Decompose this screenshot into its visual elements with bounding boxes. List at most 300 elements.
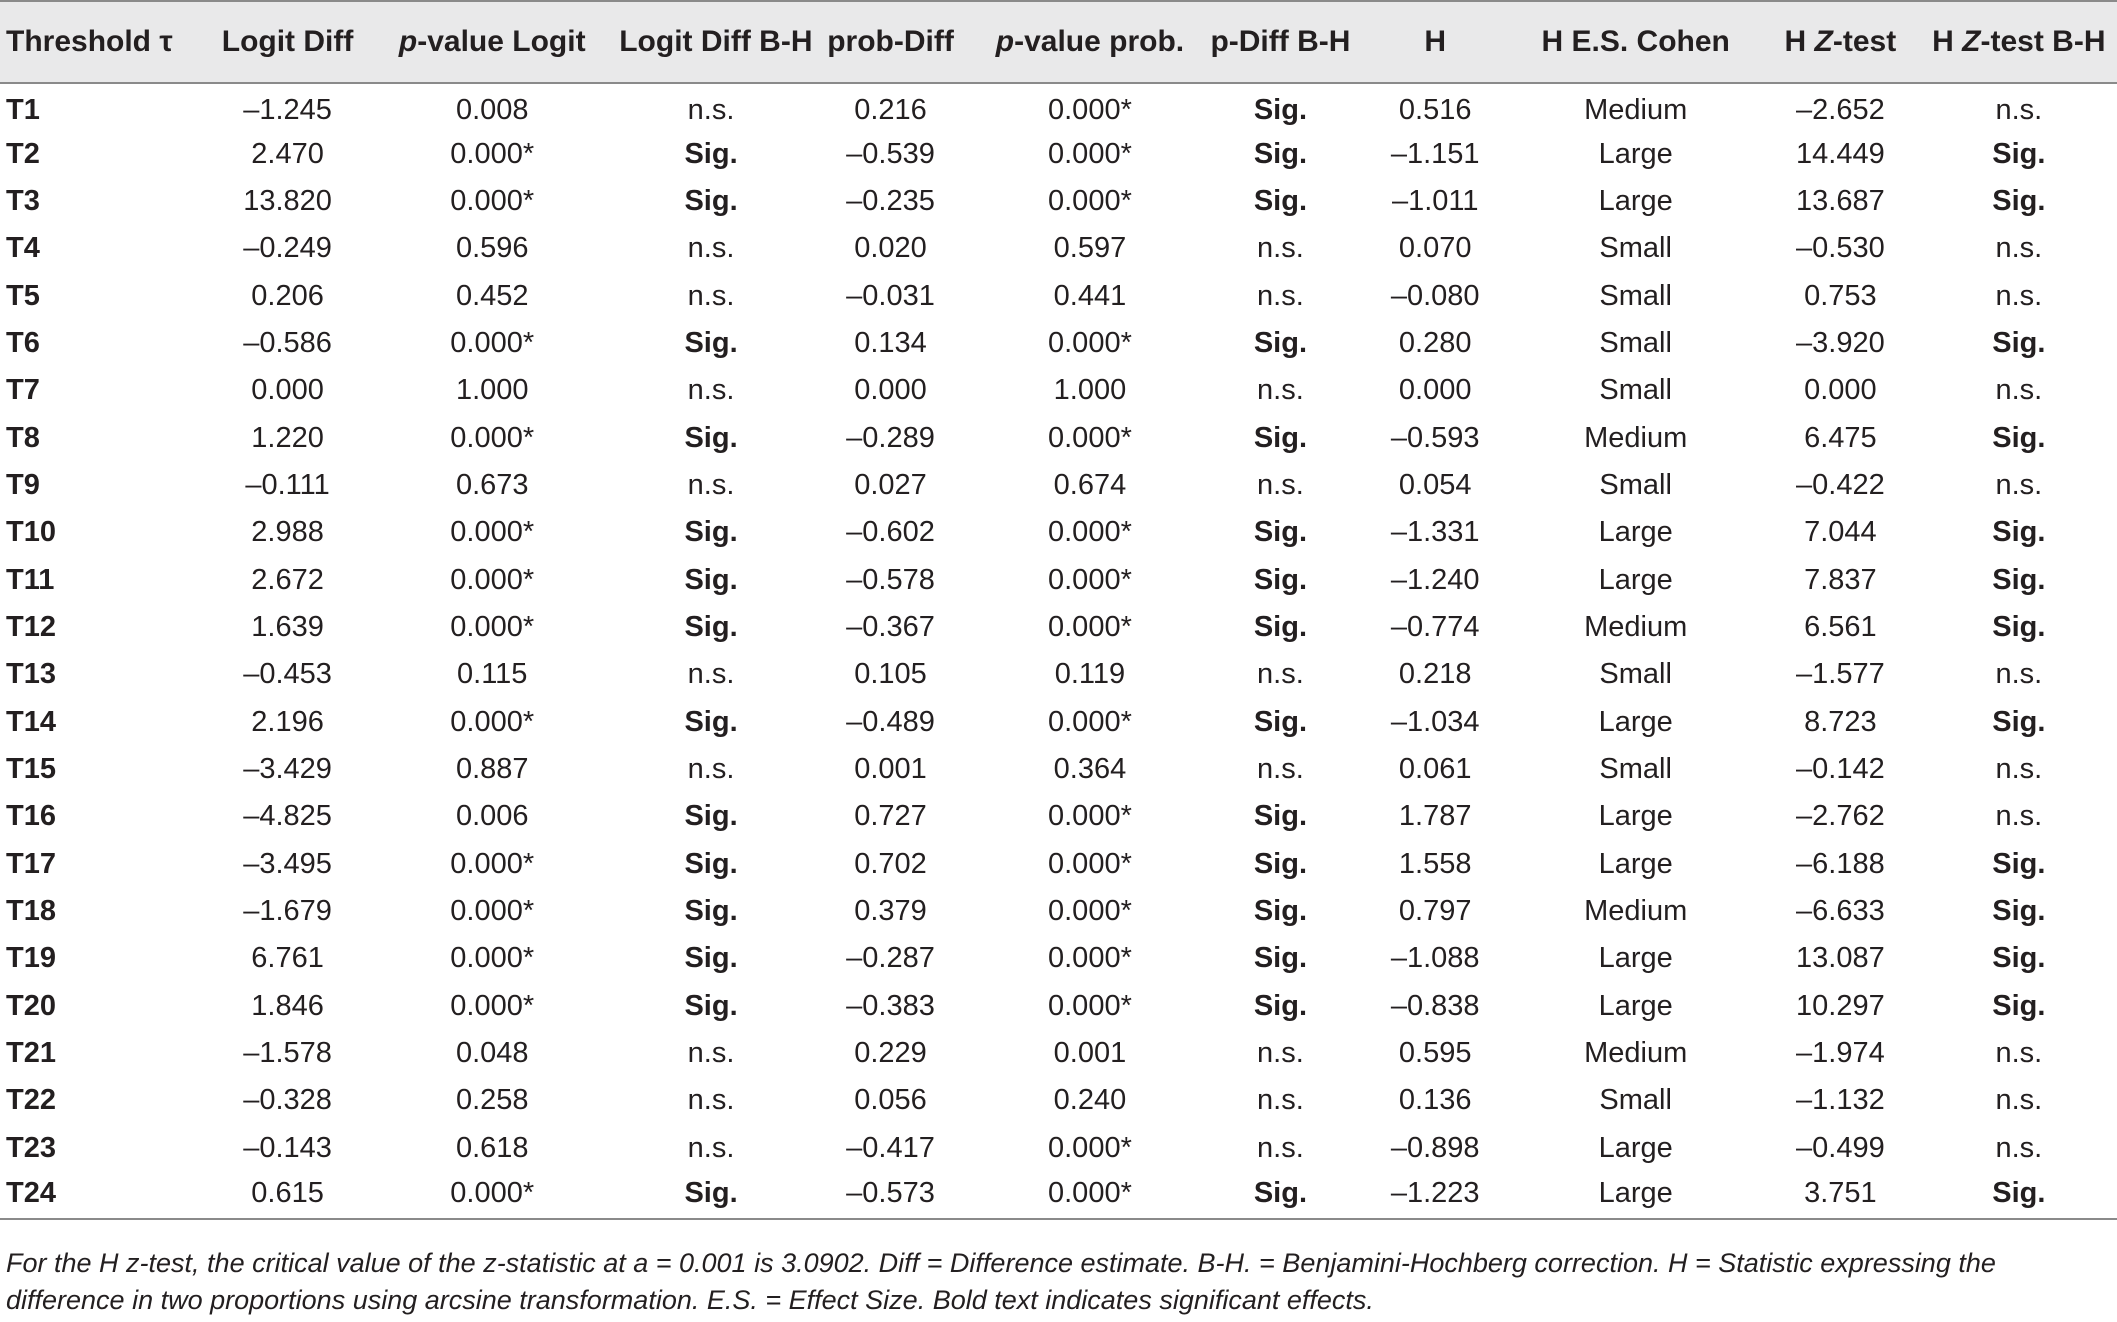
table-cell: n.s. <box>687 1131 735 1164</box>
row-label: T8 <box>6 421 40 454</box>
table-cell: n.s. <box>1995 752 2043 785</box>
header-text-part: p <box>398 25 418 58</box>
table-cell: Medium <box>1584 895 1688 928</box>
table-cell: –0.499 <box>1796 1131 1885 1164</box>
table-cell: Large <box>1598 184 1673 217</box>
table-cell: 0.206 <box>251 279 324 312</box>
table-cell: Sig. <box>684 137 738 170</box>
table-cell: n.s. <box>687 752 735 785</box>
table-cell: n.s. <box>687 279 735 312</box>
table-cell: 13.687 <box>1796 184 1885 217</box>
table-cell: 3.751 <box>1760 1172 1921 1219</box>
table-cell: 0.000* <box>1048 184 1132 217</box>
table-cell: 10.297 <box>1796 989 1885 1022</box>
table-cell: Sig. <box>1992 942 2046 975</box>
table-cell: –2.652 <box>1796 93 1885 126</box>
table-cell: Sig. <box>684 184 738 217</box>
table-cell: –1.974 <box>1796 1037 1885 1070</box>
table-cell: 6.561 <box>1804 610 1877 643</box>
table-cell: Medium <box>1584 421 1688 454</box>
header-text-part: H <box>1784 25 1815 58</box>
table-header-row <box>0 1 2117 83</box>
header-text-part: -value prob. <box>1014 25 1185 58</box>
table-cell: –1.132 <box>1796 1084 1885 1117</box>
row-label: T20 <box>6 989 56 1022</box>
header-text-part: Logit Diff <box>221 25 354 58</box>
table-cell: Sig. <box>1992 989 2046 1022</box>
table-cell: n.s. <box>1257 232 1304 265</box>
header-h-es-cohen <box>1511 1 1760 83</box>
header-text-part: -test B-H <box>1980 25 2106 58</box>
header-text-part: Z <box>1962 25 1981 58</box>
table-cell: 0.119 <box>1054 658 1126 691</box>
table-cell: 0.000* <box>1048 800 1132 833</box>
table-row <box>0 178 2117 225</box>
table-cell: n.s. <box>687 93 735 126</box>
table-cell: –0.417 <box>846 1131 935 1164</box>
table-row <box>0 793 2117 840</box>
table-cell: Sig. <box>1992 421 2046 454</box>
table-cell: –0.838 <box>1390 989 1480 1022</box>
header-text-part: -test <box>1832 25 1897 58</box>
table-row <box>0 746 2117 793</box>
table-row <box>0 651 2117 698</box>
footnote-line-1: For the H z-test, the critical value of the z-statistic at a = 0.001 is 3.0902. Diff = Difference estimate. B-H. = Benjamini-Hochberg correction. H = Statistic expressing the <box>6 1248 1996 1278</box>
table-cell: n.s. <box>1257 374 1304 407</box>
table-cell: –0.593 <box>1390 421 1480 454</box>
table-row <box>0 272 2117 319</box>
table-cell: Large <box>1598 989 1673 1022</box>
table-cell: Sig. <box>1921 1172 2117 1219</box>
table-cell: Sig. <box>1253 93 1307 126</box>
row-label: T4 <box>6 232 40 265</box>
table-cell: 1.000 <box>455 374 529 407</box>
row-label: T5 <box>6 279 40 312</box>
row-label: T14 <box>6 705 56 738</box>
table-row <box>0 225 2117 272</box>
table-row <box>0 462 2117 509</box>
table-cell: Sig. <box>1253 184 1307 217</box>
header-text-part: p-Diff B-H <box>1210 25 1351 58</box>
table-cell: Sig. <box>1202 1172 1359 1219</box>
table-cell: Large <box>1598 137 1673 170</box>
row-label: T9 <box>6 468 40 501</box>
header-prob-diff <box>803 1 978 83</box>
row-label: T19 <box>6 942 56 975</box>
header-text-part: H E.S. Cohen <box>1541 25 1730 58</box>
table-cell: 0.105 <box>854 658 927 691</box>
table-cell: Sig. <box>684 326 738 359</box>
table-cell: Sig. <box>1992 563 2046 596</box>
table-cell: Sig. <box>1253 989 1307 1022</box>
table-cell: 6.475 <box>1804 421 1877 454</box>
table-cell: 0.000* <box>1048 942 1132 975</box>
table-cell: n.s. <box>1257 1084 1304 1117</box>
header-logit-diff <box>210 1 365 83</box>
header-text-part: H <box>1932 25 1963 58</box>
table-cell: Sig. <box>684 895 738 928</box>
table-cell: 0.379 <box>854 895 927 928</box>
table-cell: 0.000* <box>450 705 535 738</box>
table-row <box>0 841 2117 888</box>
table-cell: –0.602 <box>846 516 935 549</box>
table-cell: 8.723 <box>1804 705 1877 738</box>
table-cell: Sig. <box>1992 705 2046 738</box>
table-cell: 0.887 <box>455 752 529 785</box>
table-cell: 0.000* <box>450 137 535 170</box>
table-cell: Sig. <box>1253 800 1307 833</box>
table-cell: –2.762 <box>1796 800 1885 833</box>
table-cell: n.s. <box>1257 752 1304 785</box>
table-cell: 0.000 <box>854 374 927 407</box>
table-cell: n.s. <box>1995 1084 2043 1117</box>
table-cell: 0.027 <box>854 468 927 501</box>
table-cell: Sig. <box>1992 137 2046 170</box>
table-cell: Medium <box>1584 610 1688 643</box>
table-cell: n.s. <box>687 658 735 691</box>
table-cell: Small <box>1599 279 1672 312</box>
table-cell: –1.034 <box>1390 705 1480 738</box>
table-cell: n.s. <box>1257 468 1304 501</box>
table-row <box>0 935 2117 982</box>
table-cell: –0.328 <box>243 1084 332 1117</box>
table-cell: 0.596 <box>455 232 529 265</box>
header-text-part: Threshold τ <box>6 25 173 58</box>
header-text-part: Z <box>1814 25 1833 58</box>
table-cell: 13.820 <box>243 184 332 217</box>
table-cell: Sig. <box>1253 563 1307 596</box>
table-cell: –1.245 <box>243 93 332 126</box>
footnote-line-2: difference in two proportions using arcsine transformation. E.S. = Effect Size. Bold text indicates significant effects. <box>6 1285 1374 1315</box>
table-cell: n.s. <box>1257 1037 1304 1070</box>
table-cell: n.s. <box>1257 658 1304 691</box>
table-cell: Sig. <box>1992 184 2046 217</box>
header-logit-diff-bh <box>619 1 813 83</box>
table-cell: 0.000 <box>251 374 324 407</box>
table-cell: –0.898 <box>1390 1131 1480 1164</box>
table-cell: n.s. <box>687 468 735 501</box>
table-cell: 0.000* <box>1048 326 1132 359</box>
table-row <box>0 698 2117 745</box>
table-cell: 0.000* <box>450 421 535 454</box>
table-cell: Medium <box>1584 1037 1688 1070</box>
row-label: T17 <box>6 847 56 880</box>
table-cell: 0.000* <box>450 563 535 596</box>
table-cell: –1.577 <box>1796 658 1885 691</box>
table-cell: 0.595 <box>1398 1037 1472 1070</box>
table-cell: –0.235 <box>846 184 935 217</box>
table-cell: 0.218 <box>1398 658 1472 691</box>
table-cell: 0.000* <box>450 847 535 880</box>
table-cell: Sig. <box>1253 847 1307 880</box>
header-h <box>1359 1 1511 83</box>
table-cell: Sig. <box>684 989 738 1022</box>
row-label: T24 <box>0 1172 210 1219</box>
table-cell: –0.142 <box>1796 752 1885 785</box>
table-cell: Sig. <box>1992 847 2046 880</box>
table-cell: Small <box>1599 1084 1672 1117</box>
table-cell: 0.000* <box>1048 847 1132 880</box>
table-cell: 0.000* <box>450 895 535 928</box>
table-cell: n.s. <box>1995 374 2043 407</box>
header-text-part: Logit Diff B-H <box>619 25 813 58</box>
table-cell: Large <box>1598 705 1673 738</box>
table-cell: –0.080 <box>1390 279 1480 312</box>
row-label: T10 <box>6 516 56 549</box>
table-cell: 0.240 <box>1053 1084 1127 1117</box>
table-cell: Sig. <box>1253 137 1307 170</box>
table-row <box>0 83 2117 130</box>
table-cell: –0.453 <box>243 658 332 691</box>
table-cell: 0.280 <box>1398 326 1472 359</box>
table-row <box>0 320 2117 367</box>
row-label: T11 <box>6 563 55 596</box>
table-cell: –1.679 <box>243 895 332 928</box>
table-cell: n.s. <box>687 1084 735 1117</box>
table-cell: n.s. <box>1995 1037 2043 1070</box>
table-cell: 0.000* <box>450 184 535 217</box>
row-label: T22 <box>6 1084 56 1117</box>
table-cell: 0.061 <box>1398 752 1472 785</box>
table-body <box>0 83 2117 1219</box>
table-cell: 0.008 <box>455 93 529 126</box>
table-cell: –3.495 <box>243 847 332 880</box>
table-cell: Sig. <box>1992 326 2046 359</box>
table-cell: Sig. <box>1992 895 2046 928</box>
table-cell: Sig. <box>684 516 738 549</box>
table-cell: 7.837 <box>1804 563 1877 596</box>
table-cell: 0.000* <box>1048 610 1132 643</box>
table-cell: 0.516 <box>1398 93 1472 126</box>
table-cell: 0.000* <box>450 326 535 359</box>
table-cell: 0.452 <box>455 279 529 312</box>
table-cell: Sig. <box>1992 610 2046 643</box>
header-h-z-test-bh <box>1921 1 2117 83</box>
table-cell: –1.151 <box>1390 137 1480 170</box>
header-p-diff-bh <box>1202 1 1359 83</box>
table-cell: 0.753 <box>1804 279 1877 312</box>
table-cell: 0.674 <box>1053 468 1127 501</box>
header-p-value-prob <box>978 1 1202 83</box>
table-cell: 0.364 <box>1053 752 1127 785</box>
table-cell: 0.000 <box>1804 374 1877 407</box>
header-text-part: H <box>1424 25 1447 58</box>
table-cell: 0.000* <box>365 1172 619 1219</box>
table-cell: Sig. <box>684 942 738 975</box>
table-cell: Sig. <box>619 1172 803 1219</box>
table-cell: Sig. <box>684 563 738 596</box>
table-cell: n.s. <box>1257 279 1304 312</box>
table-cell: n.s. <box>1257 1131 1304 1164</box>
table-cell: 0.000* <box>450 989 535 1022</box>
header-p-value-logit <box>365 1 619 83</box>
table-cell: 0.258 <box>455 1084 529 1117</box>
row-label: T21 <box>6 1037 56 1070</box>
row-label: T2 <box>6 137 40 170</box>
table-cell: 14.449 <box>1796 137 1885 170</box>
row-label: T1 <box>6 93 40 126</box>
table-cell: Large <box>1598 516 1673 549</box>
table-cell: n.s. <box>1995 93 2043 126</box>
table-cell: Sig. <box>1253 326 1307 359</box>
table-cell: n.s. <box>1995 658 2043 691</box>
table-cell: Sig. <box>1253 942 1307 975</box>
table-cell: –0.143 <box>243 1131 332 1164</box>
table-cell: 0.000* <box>1048 563 1132 596</box>
table-cell: –1.331 <box>1390 516 1480 549</box>
table-row <box>0 1172 2117 1219</box>
table-cell: 6.761 <box>251 942 324 975</box>
table-cell: –0.422 <box>1796 468 1885 501</box>
table-row <box>0 888 2117 935</box>
table-cell: Small <box>1599 326 1672 359</box>
table-cell: 2.196 <box>251 705 324 738</box>
row-label: T13 <box>6 658 56 691</box>
table-cell: 1.558 <box>1398 847 1472 880</box>
table-cell: –0.573 <box>803 1172 978 1219</box>
table-cell: Sig. <box>684 705 738 738</box>
table-cell: 0.001 <box>1053 1037 1127 1070</box>
table-cell: 2.988 <box>251 516 324 549</box>
table-cell: 0.048 <box>455 1037 529 1070</box>
table-cell: n.s. <box>1995 800 2043 833</box>
table-cell: 0.000* <box>1048 421 1132 454</box>
table-cell: –6.188 <box>1796 847 1885 880</box>
table-cell: 0.000* <box>1048 895 1132 928</box>
table-cell: 1.639 <box>251 610 324 643</box>
table-row <box>0 414 2117 461</box>
header-text-part: prob-Diff <box>827 25 954 58</box>
table-row <box>0 556 2117 603</box>
table-row <box>0 367 2117 414</box>
table-cell: Large <box>1598 942 1673 975</box>
table-cell: 0.000 <box>1398 374 1472 407</box>
table-cell: Medium <box>1584 93 1688 126</box>
table-cell: –0.383 <box>846 989 935 1022</box>
table-cell: –1.578 <box>243 1037 332 1070</box>
table-cell: 0.001 <box>854 752 927 785</box>
table-cell: –0.586 <box>243 326 332 359</box>
table-row <box>0 130 2117 177</box>
table-cell: Sig. <box>684 421 738 454</box>
row-label: T16 <box>6 800 56 833</box>
table-cell: –1.088 <box>1390 942 1480 975</box>
table-cell: 13.087 <box>1796 942 1885 975</box>
table-cell: n.s. <box>687 1037 735 1070</box>
table-cell: 0.000* <box>450 610 535 643</box>
table-cell: 0.056 <box>854 1084 927 1117</box>
table-cell: 0.727 <box>854 800 927 833</box>
table-row <box>0 604 2117 651</box>
table-cell: –0.287 <box>846 942 935 975</box>
table-cell: Sig. <box>1253 516 1307 549</box>
row-label: T6 <box>6 326 40 359</box>
table-row <box>0 1125 2117 1172</box>
table-cell: 0.054 <box>1398 468 1472 501</box>
table-cell: Large <box>1598 847 1673 880</box>
table-footnote <box>6 1245 2106 1319</box>
header-h-z-test <box>1760 1 1921 83</box>
table-cell: 0.702 <box>854 847 927 880</box>
table-cell: –3.429 <box>243 752 332 785</box>
table-cell: 0.006 <box>455 800 529 833</box>
table-row <box>0 1030 2117 1077</box>
table-cell: 0.134 <box>854 326 927 359</box>
table-cell: 0.797 <box>1398 895 1472 928</box>
table-cell: 7.044 <box>1804 516 1877 549</box>
row-label: T3 <box>6 184 40 217</box>
table-cell: 2.672 <box>251 563 324 596</box>
table-cell: 2.470 <box>251 137 324 170</box>
table-cell: Sig. <box>684 847 738 880</box>
table-cell: 0.615 <box>210 1172 365 1219</box>
row-label: T18 <box>6 895 56 928</box>
table-cell: n.s. <box>1995 1131 2043 1164</box>
table-cell: Small <box>1599 658 1672 691</box>
table-cell: Large <box>1598 800 1673 833</box>
table-cell: Sig. <box>1253 421 1307 454</box>
row-label: T23 <box>6 1131 56 1164</box>
table-cell: 0.070 <box>1398 232 1472 265</box>
table-cell: –0.111 <box>245 468 330 501</box>
table-cell: –0.289 <box>846 421 935 454</box>
table-cell: 1.220 <box>251 421 324 454</box>
table-cell: Sig. <box>1253 610 1307 643</box>
table-cell: Large <box>1598 563 1673 596</box>
table-cell: 0.229 <box>854 1037 927 1070</box>
table-cell: –1.223 <box>1359 1172 1511 1219</box>
table-cell: 0.000* <box>1048 705 1132 738</box>
table-cell: 1.000 <box>1053 374 1127 407</box>
table-cell: –6.633 <box>1796 895 1885 928</box>
table-cell: n.s. <box>687 374 735 407</box>
table-cell: –0.578 <box>846 563 935 596</box>
header-text-part: -value Logit <box>417 25 586 58</box>
table-cell: 0.000* <box>1048 93 1132 126</box>
table-cell: 0.441 <box>1053 279 1127 312</box>
table-cell: n.s. <box>1995 468 2043 501</box>
table-cell: n.s. <box>1995 279 2043 312</box>
table-cell: –0.489 <box>846 705 935 738</box>
table-row <box>0 983 2117 1030</box>
table-cell: 0.136 <box>1398 1084 1472 1117</box>
table-cell: Sig. <box>1992 516 2046 549</box>
table-cell: –0.774 <box>1390 610 1480 643</box>
table-cell: Small <box>1599 468 1672 501</box>
header-text-part: p <box>995 25 1015 58</box>
table-cell: 0.020 <box>854 232 927 265</box>
table-cell: –0.249 <box>243 232 332 265</box>
row-label: T12 <box>6 610 56 643</box>
table-cell: 0.115 <box>457 658 528 691</box>
table-cell: 0.000* <box>450 516 535 549</box>
table-cell: 0.000* <box>978 1172 1202 1219</box>
table-cell: –0.031 <box>846 279 935 312</box>
table-cell: –0.530 <box>1796 232 1885 265</box>
table-cell: 0.597 <box>1053 232 1127 265</box>
header-threshold <box>0 1 210 83</box>
table-cell: Sig. <box>684 610 738 643</box>
table-cell: 0.000* <box>1048 989 1132 1022</box>
table-cell: 1.846 <box>251 989 324 1022</box>
table-cell: Small <box>1599 752 1672 785</box>
table-cell: 0.000* <box>1048 516 1132 549</box>
table-cell: n.s. <box>687 232 735 265</box>
table-cell: Sig. <box>1253 705 1307 738</box>
table-cell: –1.011 <box>1391 184 1479 217</box>
row-label: T15 <box>6 752 56 785</box>
table-cell: Large <box>1511 1172 1760 1219</box>
